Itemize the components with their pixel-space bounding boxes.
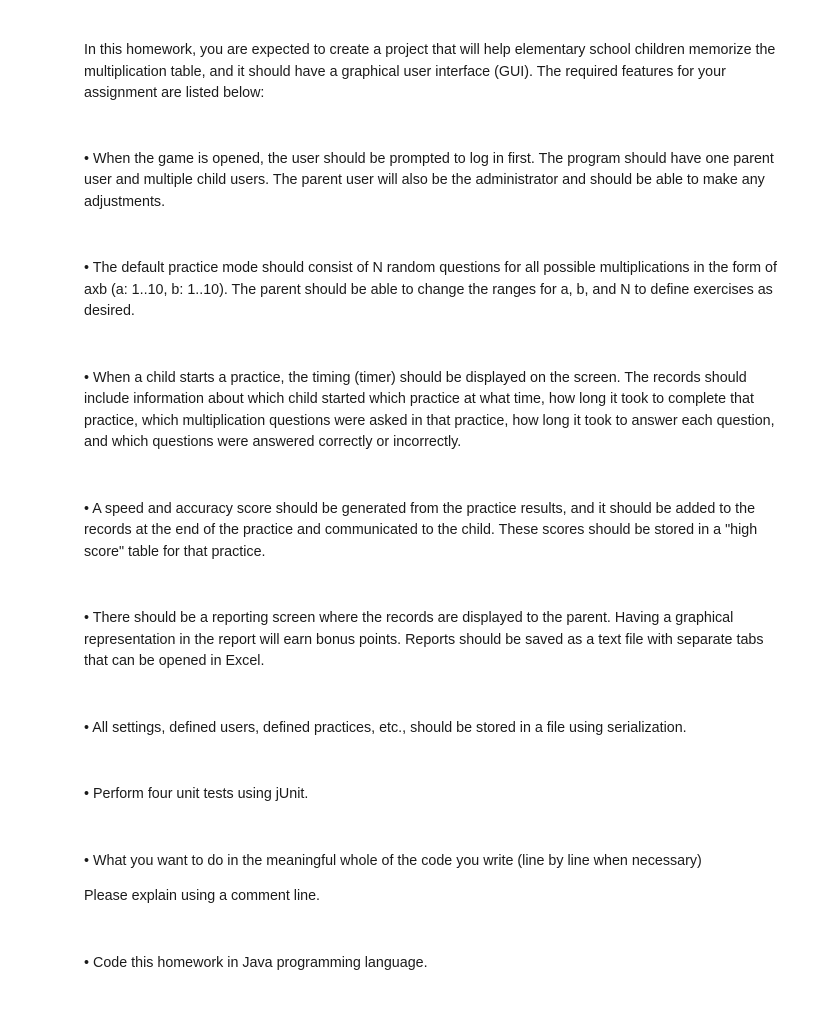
document-page: [84, 40, 784, 1019]
bullet-mark: •: [84, 150, 90, 167]
intro-paragraph: In this homework, you are expected to create a project that will help elementary school children memorize the multiplication table, and it should have a graphical user interface (GUI). The required features for your assignment are listed below:: [84, 42, 776, 101]
bullet-mark: •: [84, 610, 90, 626]
bullet-mark: •: [84, 719, 90, 736]
requirement-text: A speed and accuracy score should be generated from the practice results, and it should be added to the records at the end of the practice and communicated to the child. These scores should be stored in a "high score" table for that practice.: [84, 500, 758, 560]
bullet-mark: •: [84, 260, 90, 276]
requirement-timer-records: [84, 368, 784, 454]
requirement-text: All settings, defined users, defined practices, etc., should be stored in a file using serialization.: [92, 719, 687, 736]
requirement-reporting: [84, 608, 784, 673]
bullet-mark: •: [84, 786, 90, 802]
requirement-comments-continuation: Please explain using a comment line.: [84, 888, 321, 904]
requirement-unit-tests: [84, 784, 784, 806]
requirement-text: There should be a reporting screen where the records are displayed to the parent. Having a graphical representation in the report will earn bonus points. Reports should be saved as a text file with separate tabs that can be opened in Excel.: [84, 610, 764, 669]
bullet-mark: •: [84, 369, 90, 386]
requirement-java: [84, 953, 784, 975]
requirement-practice-mode: [84, 258, 784, 323]
requirement-scores: [84, 499, 784, 564]
requirement-text: Perform four unit tests using jUnit.: [93, 786, 309, 802]
requirement-login: [84, 149, 784, 214]
requirement-text: When the game is opened, the user should be prompted to log in first. The program should have one parent user and multiple child users. The parent user will also be the administrator and should be able to make any adjustments.: [84, 150, 774, 210]
requirement-comments: [84, 851, 784, 873]
bullet-mark: •: [84, 954, 90, 971]
requirement-text: When a child starts a practice, the timing (timer) should be displayed on the screen. The records should include information about which child started which practice at what time, how long it took to complete that practice, which multiplication questions were asked in that practice, how long it took to answer each question, and which questions were answered correctly or incorrectly.: [84, 369, 775, 450]
requirement-text: What you want to do in the meaningful whole of the code you write (line by line when necessary): [93, 852, 702, 869]
requirement-serialization: [84, 718, 784, 740]
requirement-text: The default practice mode should consist of N random questions for all possible multiplications in the form of axb (a: 1..10, b: 1..10). The parent should be able to change the ranges for a, b, and N to define exercises as desired.: [84, 260, 777, 319]
requirement-text: Code this homework in Java programming language.: [93, 954, 428, 971]
bullet-mark: •: [84, 500, 90, 517]
bullet-mark: •: [84, 852, 90, 869]
